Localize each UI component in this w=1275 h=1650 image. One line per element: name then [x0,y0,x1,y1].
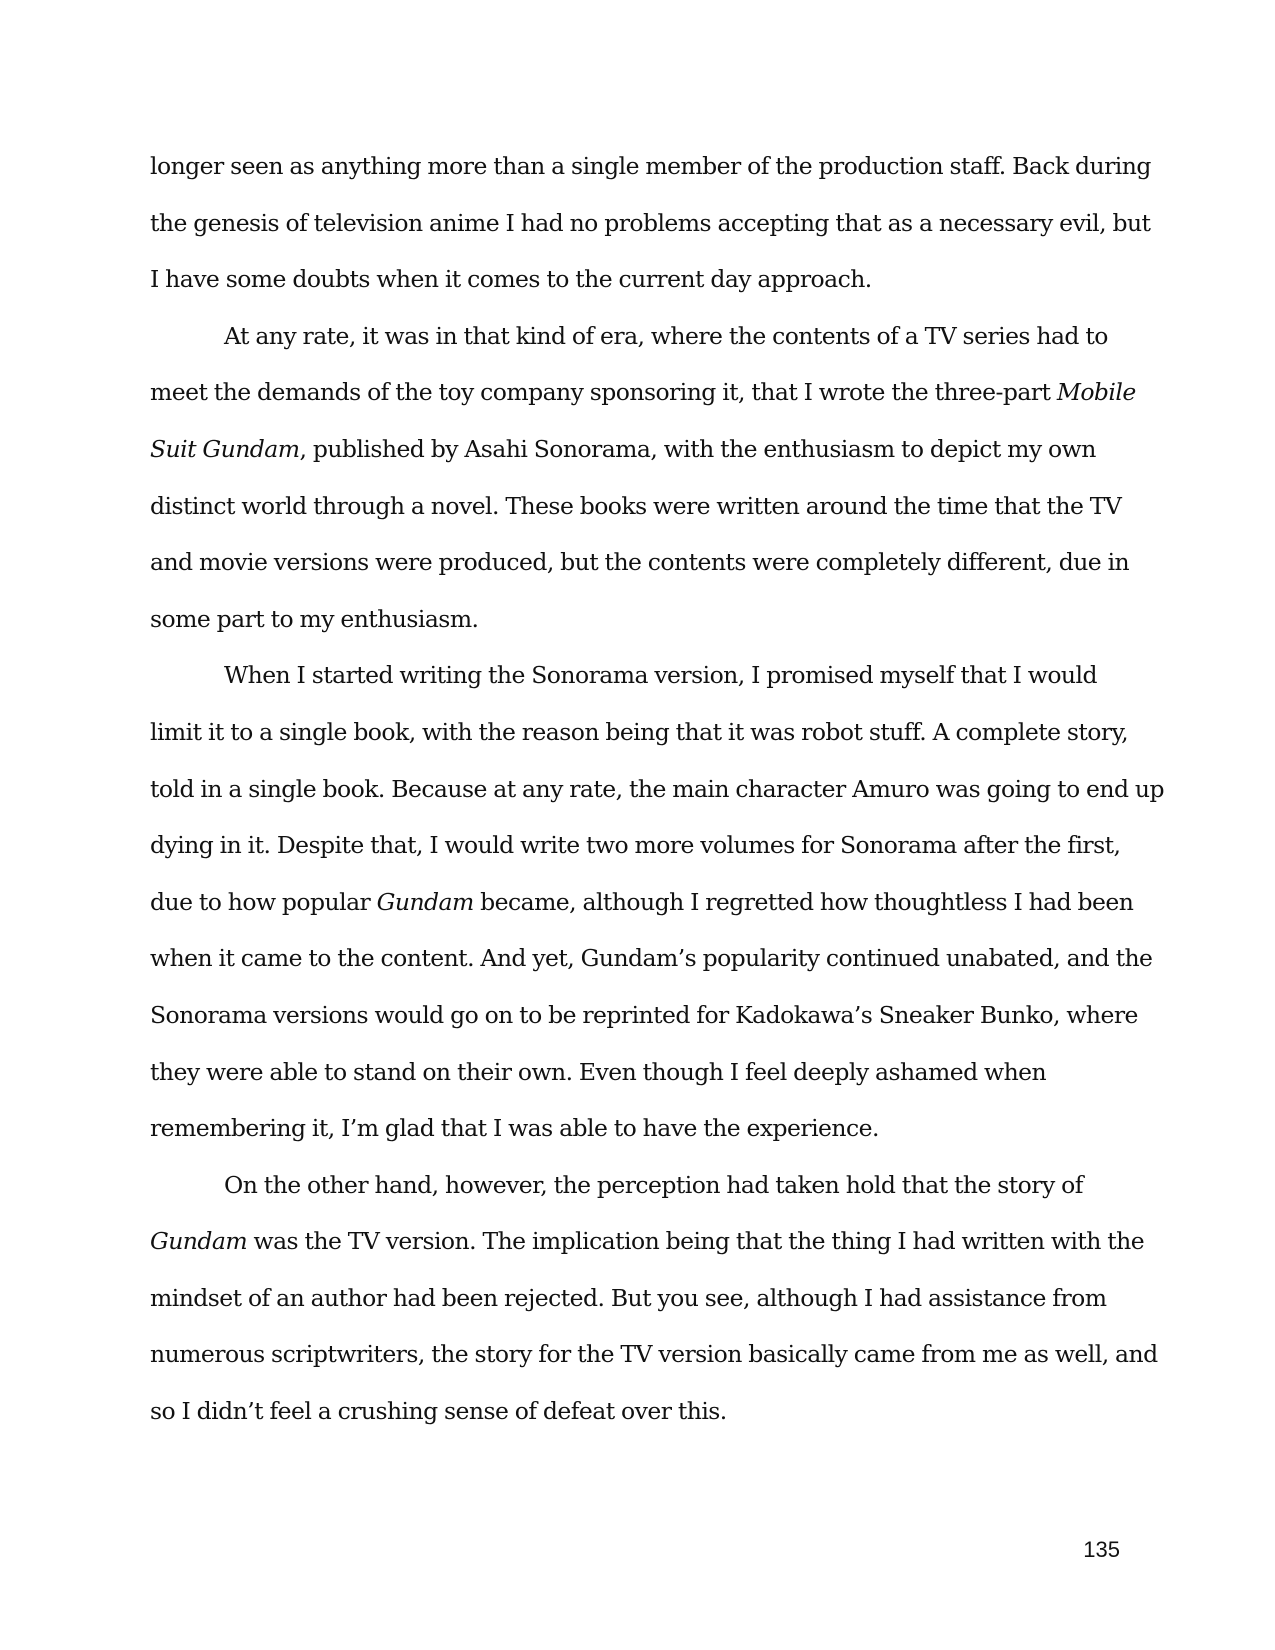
text-line [150,364,1135,421]
text-line [150,1213,1145,1270]
italic-title: Mobile [1056,378,1136,407]
text-line: limit it to a single book, with the reason being that it was robot stuff. A complete story, [150,717,1129,746]
text-segment: meet the demands of the toy company sponsoring it, that I wrote the three-part [150,378,1057,407]
text-line: when it came to the content. And yet, Gundam’s popularity continued unabated, and the [150,944,1153,973]
text-line: remembering it, I’m glad that I was able to have the experience. [150,1114,879,1143]
text-segment: was the TV version. The implication being that the thing I had written with the [247,1227,1145,1256]
italic-title: Gundam [150,1227,248,1256]
paragraph-start-line: On the other hand, however, the perception had taken hold that the story of [224,1170,1083,1199]
italic-title: Suit Gundam [150,434,300,463]
text-segment: , published by Asahi Sonorama, with the enthusiasm to depict my own [299,434,1096,463]
paragraph-start-line: When I started writing the Sonorama version, I promised myself that I would [224,661,1097,690]
text-line: mindset of an author had been rejected. But you see, although I had assistance from [150,1283,1107,1312]
text-line: so I didn’t feel a crushing sense of defeat over this. [150,1397,727,1426]
text-segment: became, although I regretted how thoughtless I had been [473,887,1134,916]
text-line [150,874,1135,931]
text-line: dying in it. Despite that, I would write two more volumes for Sonorama after the first, [150,831,1121,860]
text-line: Sonorama versions would go on to be reprinted for Kadokawa’s Sneaker Bunko, where [150,1000,1138,1029]
text-segment: due to how popular [150,887,377,916]
text-line: distinct world through a novel. These books were written around the time that the TV [150,491,1122,520]
text-line: they were able to stand on their own. Even though I feel deeply ashamed when [150,1057,1047,1086]
italic-title: Gundam [376,887,474,916]
text-line: the genesis of television anime I had no problems accepting that as a necessary evil, but [150,208,1151,237]
text-line: I have some doubts when it comes to the current day approach. [150,265,872,294]
text-line [150,421,1135,478]
page-number: 135 [1083,1537,1120,1562]
paragraph-start-line: At any rate, it was in that kind of era, where the contents of a TV series had to [224,321,1108,350]
text-line: some part to my enthusiasm. [150,604,479,633]
text-line: told in a single book. Because at any rate, the main character Amuro was going to end up [150,774,1164,803]
text-line: and movie versions were produced, but the contents were completely different, due in [150,548,1130,577]
text-line: numerous scriptwriters, the story for the TV version basically came from me as well, and [150,1340,1158,1369]
text-line: longer seen as anything more than a single member of the production staff. Back during [150,152,1151,180]
body-text [150,138,1164,1440]
